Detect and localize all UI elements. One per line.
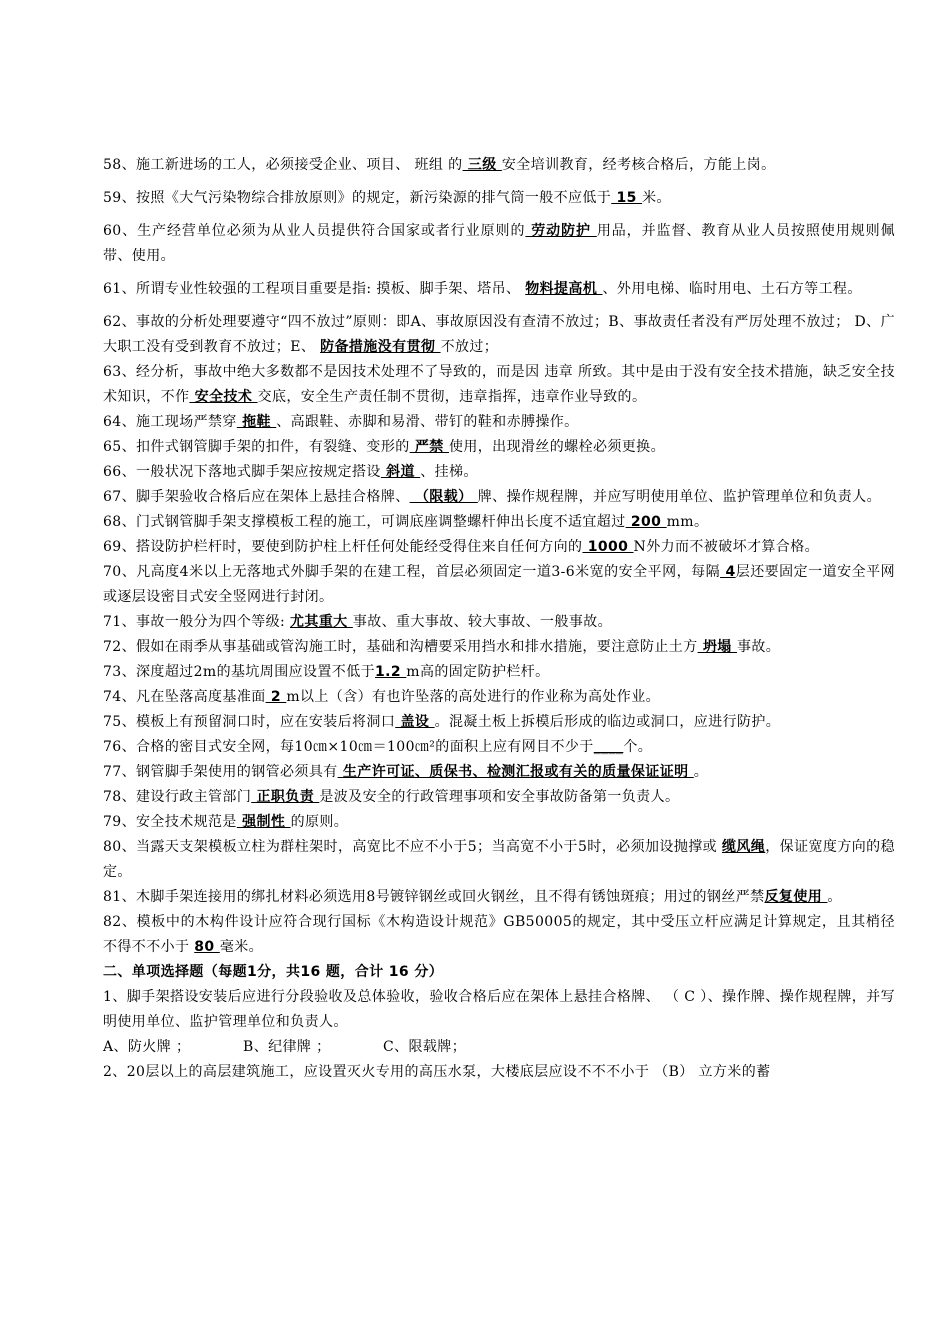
answer-82: 80	[194, 939, 220, 955]
question-80: 80、当露天支架模板立柱为群柱架时，高宽比不应不小于5；当高宽不小于5时，必须加设抛撑或 缆风绳，保证宽度方向的稳定。	[103, 839, 895, 880]
option-b: B、纪律牌 ；	[243, 1039, 331, 1055]
option-c: C、限载牌；	[383, 1039, 467, 1055]
answer-77: 生产许可证、质保书、检测汇报或有关的质量保证证明	[337, 764, 694, 780]
answer-80: 缆风绳	[721, 839, 766, 855]
question-73: 73、深度超过2m的基坑周围应设置不低于1.2 m高的固定防护栏杆。	[103, 664, 550, 680]
question-81: 81、木脚手架连接用的绑扎材料必须选用8号镀锌钢丝或回火钢丝，且不得有锈蚀斑痕；用过的钢丝严禁反复使用 。	[103, 889, 842, 905]
question-78: 78、建设行政主管部门 正职负责 是波及安全的行政管理事项和安全事故防备第一负责人。	[103, 789, 680, 805]
answer-75: 盖设	[395, 714, 435, 730]
question-69: 69、搭设防护栏杆时，要使到防护柱上杆任何处能经受得住来自任何方向的 1000 N外力而不被破坏才算合格。	[103, 539, 819, 555]
question-66: 66、一般状况下落地式脚手架应按规定搭设 斜道 、挂梯。	[103, 464, 478, 480]
question-59: 59、按照《大气污染物综合排放原则》的规定，新污染源的排气筒一般不应低于 15 米。	[103, 190, 671, 206]
answer-65: 严禁	[409, 439, 449, 455]
answer-73: 1.2	[375, 664, 407, 680]
question-76: 76、合格的密目式安全网，每10㎝×10㎝＝100㎝²的面积上应有网目不少于____个。	[103, 739, 653, 755]
question-64: 64、施工现场严禁穿 拖鞋 、高跟鞋、赤脚和易滑、带钉的鞋和赤膊操作。	[103, 414, 579, 430]
question-75: 75、模板上有预留洞口时，应在安装后将洞口 盖设 。混凝土板上拆模后形成的临边或洞口，应进行防护。	[103, 714, 781, 730]
answer-69: 1000	[582, 539, 634, 555]
question-79: 79、安全技术规范是 强制性 的原则。	[103, 814, 349, 830]
answer-67: （限载）	[409, 489, 478, 505]
question-63: 63、经分析，事故中绝大多数都不是因技术处理不了导致的，而是因 违章 所致。其中是由于没有安全技术措施，缺乏安全技术知识，不作 安全技术 交底，安全生产责任制不贯彻，违章指挥，违章作业导致的。	[103, 364, 895, 405]
blank-76: ____	[593, 739, 624, 755]
answer-70: 4	[720, 564, 736, 580]
answer-72: 坍塌	[697, 639, 737, 655]
question-82: 82、模板中的木构件设计应符合现行国标《木构造设计规范》GB50005的规定，其中受压立杆应满足计算规定，且其梢径不得不不小于 80 毫米。	[103, 914, 895, 955]
question-58: 58、施工新进场的工人，必须接受企业、项目、 班组 的 三级 安全培训教育，经考核合格后，方能上岗。	[103, 157, 776, 173]
question-61: 61、所谓专业性较强的工程项目重要是指: 摸板、脚手架、塔吊、 物料提高机 、外用电梯、临时用电、土石方等工程。	[103, 281, 862, 297]
answer-74: 2	[265, 689, 287, 705]
choice-question-1: 1、脚手架搭设安装后应进行分段验收及总体验收，验收合格后应在架体上悬挂合格牌、 （ C ）、操作牌、操作规程牌，并写明使用单位、监护管理单位和负责人。	[103, 989, 895, 1030]
question-67: 67、脚手架验收合格后应在架体上悬挂合格牌、 （限载） 牌、操作规程牌，并应写明使用单位、监护管理单位和负责人。	[103, 489, 881, 505]
answer-64: 拖鞋	[236, 414, 277, 430]
answer-81: 反复使用	[764, 889, 828, 905]
choice-question-2: 2、20层以上的高层建筑施工，应设置灭火专用的高压水泵，大楼底层应设不不不小于 （B） 立方米的蓄	[103, 1064, 771, 1080]
answer-79: 强制性	[236, 814, 291, 830]
option-a: A、防火牌 ；	[103, 1039, 191, 1055]
answer-60: 劳动防护	[525, 223, 597, 239]
answer-68: 200	[625, 514, 667, 530]
question-68: 68、门式钢管脚手架支撑模板工程的施工，可调底座调整螺杆伸出长度不适宜超过 200 mm。	[103, 514, 709, 530]
choice-options-1	[103, 1035, 895, 1060]
question-72: 72、假如在雨季从事基础或管沟施工时，基础和沟槽要采用挡水和排水措施，要注意防止土方 坍塌 事故。	[103, 639, 781, 655]
section-heading: 二、单项选择题（每题1分，共16 题，合计 16 分）	[103, 964, 444, 980]
answer-58: 三级	[462, 157, 502, 173]
answer-61: 物料提高机	[525, 281, 603, 297]
question-list	[103, 145, 895, 1085]
question-70: 70、凡高度4米以上无落地式外脚手架的在建工程，首层必须固定一道3-6米宽的安全平网，每隔 4层还要固定一道安全平网或逐层设密目式安全竖网进行封闭。	[103, 564, 896, 605]
question-65: 65、扣件式钢管脚手架的扣件，有裂缝、变形的 严禁 使用，出现滑丝的螺栓必须更换。	[103, 439, 665, 455]
question-62: 62、事故的分析处理要遵守“四不放过”原则：即A、事故原因没有查清不放过；B、事故责任者没有严厉处理不放过； D、广大职工没有受到教育不放过；E、 防备措施没有贯彻 不放过；	[103, 314, 895, 355]
answer-62: 防备措施没有贯彻	[320, 339, 441, 355]
answer-63: 安全技术	[189, 389, 258, 405]
question-60: 60、生产经营单位必须为从业人员提供符合国家或者行业原则的 劳动防护 用品，并监督、教育从业人员按照使用规则佩带、使用。	[103, 223, 896, 264]
answer-59: 15	[611, 190, 643, 206]
question-71: 71、事故一般分为四个等级: 尤其重大 事故、重大事故、较大事故、一般事故。	[103, 614, 613, 630]
question-77: 77、钢管脚手架使用的钢管必须具有 生产许可证、质保书、检测汇报或有关的质量保证证明 。	[103, 764, 709, 780]
answer-71: 尤其重大	[289, 614, 353, 630]
answer-78: 正职负责	[251, 789, 320, 805]
answer-66: 斜道	[380, 464, 421, 480]
question-74: 74、凡在坠落高度基准面 2 m以上（含）有也许坠落的高处进行的作业称为高处作业。	[103, 689, 661, 705]
